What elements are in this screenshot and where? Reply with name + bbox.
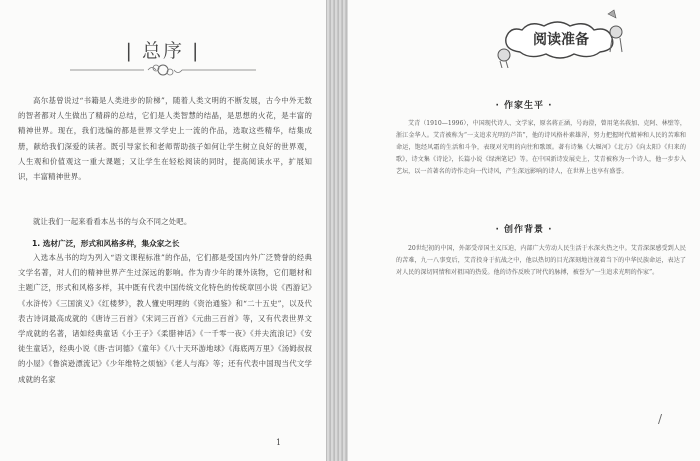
author-bio-paragraph: 艾青（1910—1996），中国现代诗人、文学家，原名蒋正涵，号海澄，曾用笔名莪加、克阿、林壁等，浙江金华人。艾青被称为“一支追求光明的芦笛”，他的诗风格朴素雄浑，努力把握时代精神和人民的苦难和命运，饱经风霜的生活和斗争，表现对光明的向往和歌颂。著有诗集《大堰河》《北方》《向太阳》《归来的歌》，诗文集《诗论》，长篇小说《绿洲笔记》等。在中国新诗发展史上，艾青被称为一个诗人，他一步步入艺坛，以一首著名的诗作走向一代诗风，产生深远影响的诗人，在世界上也享有盛誉。: [396, 120, 686, 175]
banner-title: 阅读准备: [533, 32, 589, 48]
creation-background-paragraph: 20世纪初的中国，外部受帝国主义压迫，内部广大劳动人民生活于水深火热之中。艾青深深感受到人民的苦难，九一八事变后，艾青投身于抗战之中，他以热切的目光深刻地注视着当下的中华民族命运，表达了对人民的深切同情和对祖国的热爱。他的诗作反映了时代的脉搏，被誉为“一生追求光明的作家”。: [396, 245, 686, 276]
right-page: [348, 0, 700, 461]
section-paragraph: 入选本丛书的均为列入“语文课程标准”的作品，它们都是受国内外广泛赞誉的经典文学名著，对人们的精神世界产生过深远的影响。作为青少年的课外读物，它们题材和主题广泛，形式和风格多样，其中既有代表中国传统文化特色的传统章回小说《西游记》《水浒传》《三国演义》《红楼梦》，教人懂史明理的《资治通鉴》和“二十五史”，以及代表古诗词最高成就的《唐诗三百首》《宋词三百首》《元曲三百首》等，又有代表世界文学成就的名著，诸如经典童话《小王子》《柔腊神话》《一千零一夜》《并夫流浪记》《安徒生童话》，经典小说《唐·吉诃德》《童年》《八十天环游地球》《海底两万里》《汤姆叔叔的小屋》《鲁滨逊漂流记》《少年维特之烦恼》《老人与海》等；还有代表中国现当代文学成就的名家: [18, 253, 312, 384]
page-number: /: [658, 412, 663, 426]
intro-paragraph: 高尔基曾说过“书籍是人类进步的阶梯”，随着人类文明的不断发展，古今中外无数的智者都对人生做出了精辟的总结，它们是人类智慧的结晶，是思想的火花，是丰富的精神世界。现在，我们选编的都是世界文学史上一流的作品，选取这些精华，结集成册，献给我们深爱的读者。既引导家长和老师帮助孩子如何让学生树立良好的世界观，人生观和价值观这一重大课题；又让学生在轻松阅读的同时，提高阅读水平，扩展知识，丰富精神世界。: [18, 96, 312, 182]
reading-prep-banner-icon: [496, 8, 626, 68]
left-page: [0, 0, 326, 461]
section-heading: 1. 选材广泛，形式和风格多样，集众家之长: [32, 239, 180, 248]
page-number: 1: [276, 438, 282, 447]
page-title: | 总序 |: [125, 40, 201, 62]
intro-paragraph: 就让我们一起来看看本丛书的与众不同之处吧。: [33, 217, 192, 226]
creation-background-heading: · 创作背景 ·: [495, 225, 553, 235]
book-spine: [326, 0, 348, 461]
floral-divider-ornament: [70, 63, 256, 77]
author-bio-heading: · 作家生平 ·: [495, 101, 553, 111]
